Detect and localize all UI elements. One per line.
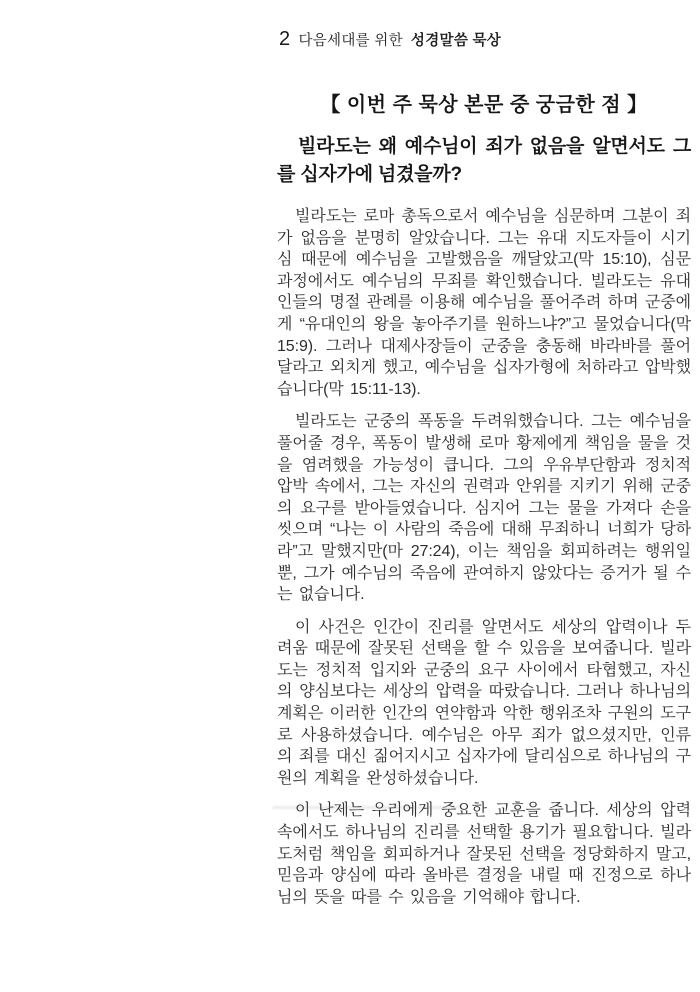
body-text xyxy=(277,206,691,908)
series-title-prefix: 다음세대를 위한 xyxy=(298,33,403,49)
paragraph-3: 이 사건은 인간이 진리를 알면서도 세상의 압력이나 두려움 때문에 잘못된 선택을 할 수 있음을 보여줍니다. 빌라도는 정치적 입지와 군중의 요구 사이에서 타협했고, 자신의 양심보다는 세상의 압력을 따랐습니다. 그러나 하나님의 계획은 이러한 인간의 연약함과 악한 행위조차 구원의 도구로 사용하셨습니다. 예수님은 아무 죄가 없으셨지만, 인류의 죄를 대신 짊어지시고 십자가에 달리심으로 하나님의 구원의 계획을 완성하셨습니다. xyxy=(277,618,691,787)
page-number: 2 xyxy=(279,28,291,50)
running-header xyxy=(279,28,691,51)
series-title-bold: 성경말씀 묵상 xyxy=(410,33,502,49)
scan-ghost-artifact xyxy=(272,806,462,809)
paragraph-2: 빌라도는 군중의 폭동을 두려워했습니다. 그는 예수님을 풀어줄 경우, 폭동이 발생해 로마 황제에게 책임을 물을 것을 염려했을 가능성이 큽니다. 그의 우유부단함과 정치적 압박 속에서, 그는 자신의 권력과 안위를 지키기 위해 군중의 요구를 받아들였습니다. 심지어 그는 물을 가져다 손을 씻으며 “나는 이 사람의 죽음에 대해 무죄하니 너희가 당하라”고 말했지만(마 27:24), 이는 책임을 회피하려는 행위일 뿐, 그가 예수님의 죽음에 관여하지 않았다는 증거가 될 수는 없습니다. xyxy=(277,413,691,604)
section-title: 【 이번 주 묵상 본문 중 궁금한 점 】 xyxy=(320,94,648,116)
paragraph-1: 빌라도는 로마 총독으로서 예수님을 심문하며 그분이 죄가 없음을 분명히 알았습니다. 그는 유대 지도자들이 시기심 때문에 예수님을 고발했음을 깨달았고(막 15:10), 심문 과정에서도 예수님의 무죄를 확인했습니다. 빌라도는 유대인들의 명절 관례를 이용해 예수님을 풀어주려 하며 군중에게 “유대인의 왕을 놓아주기를 원하느냐?”고 물었습니다(막 15:9). 그러나 대제사장들이 군중을 충동해 바라바를 풀어달라고 외치게 했고, 예수님을 십자가형에 처하라고 압박했습니다(막 15:11-13). xyxy=(277,208,691,398)
question-heading: 빌라도는 왜 예수님이 죄가 없음을 알면서도 그를 십자가에 넘겼을까? xyxy=(277,136,691,185)
paragraph-4: 이 난제는 우리에게 중요한 교훈을 줍니다. 세상의 압력 속에서도 하나님의 진리를 선택할 용기가 필요합니다. 빌라도처럼 책임을 회피하거나 잘못된 선택을 정당화하지 말고, 믿음과 양심에 따라 올바른 결정을 내릴 때 진정으로 하나님의 뜻을 따를 수 있음을 기억해야 합니다. xyxy=(277,802,691,906)
text-column xyxy=(277,28,691,908)
